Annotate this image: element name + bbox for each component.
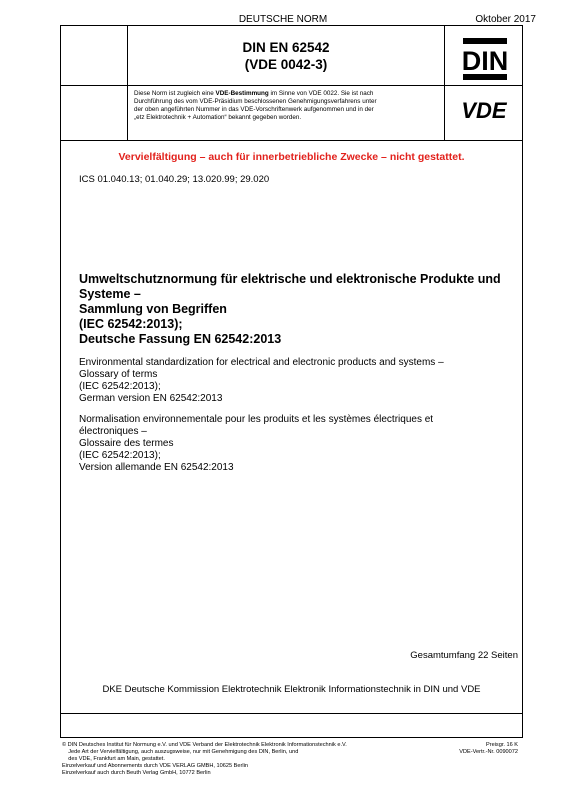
title-german: Umweltschutznormung für elektrische und elektronische Produkte und Systeme – Sammlung von Begriffen (IEC 62542:2013); Deutsche Fassung EN 62542:2013 (79, 272, 501, 346)
copy-warning: Vervielfältigung – auch für innerbetriebliche Zwecke – nicht gestattet. (118, 151, 465, 163)
ics-codes: ICS 01.040.13; 01.040.29; 13.020.99; 29.020 (79, 174, 270, 185)
standard-type: DEUTSCHE NORM (238, 14, 328, 25)
standard-number: DIN EN 62542 (242, 40, 330, 55)
vde-notice: Diese Norm ist zugleich eine VDE-Bestimmung im Sinne von VDE 0022. Sie ist nach Durchführung des vom VDE-Präsidium beschlossenen Genehmigungsverfahrens unter der oben angeführten Nummer in das VDE-Vorschriftenwerk aufgenommen und in der „etz Elektrotechnik + Automation“ bekannt gegeben worden. (134, 90, 377, 121)
title-english: Environmental standardization for electrical and electronic products and systems – Glossary of terms (IEC 62542:2013); German version EN 62542:2013 (79, 357, 444, 404)
title-french: Normalisation environnementale pour les produits et les systèmes électriques et électroniques – Glossaire des termes (IEC 62542:2013); Version allemande EN 62542:2013 (79, 414, 434, 473)
copyright-notice: © DIN Deutsches Institut für Normung e.V. und VDE Verband der Elektrotechnik Elektronik Informationstechnik e.V. Jede Art der Vervielfältigung, auch auszugsweise, nur mit Genehmigung des DIN, Berlin, und des VDE, Frankfurt am Main, gestattet. Einzelverkauf und Abonnements durch VDE VERLAG GMBH, 10625 Berlin Einzelverkauf auch durch Beuth Verlag GmbH, 10772 Berlin (62, 742, 347, 776)
din-logo (462, 37, 508, 81)
price-group: Preisgr. 16 K (485, 742, 518, 748)
svg-text:VDE: VDE (461, 98, 507, 122)
vde-number: (VDE 0042-3) (244, 57, 328, 72)
dke-line: DKE Deutsche Kommission Elektrotechnik Elektronik Informationstechnik in DIN und VDE (102, 684, 481, 695)
order-number: VDE-Vertr.-Nr. 0090072 (459, 749, 518, 755)
total-pages: Gesamtumfang 22 Seiten (410, 650, 518, 661)
price-info (438, 742, 518, 756)
footer-rule (60, 713, 523, 714)
right-column-divider (444, 25, 445, 140)
header-divider (60, 85, 523, 86)
svg-text:DIN: DIN (462, 46, 508, 76)
publication-date: Oktober 2017 (475, 14, 536, 25)
vde-logo (451, 98, 517, 122)
header-bottom-rule (60, 140, 523, 141)
